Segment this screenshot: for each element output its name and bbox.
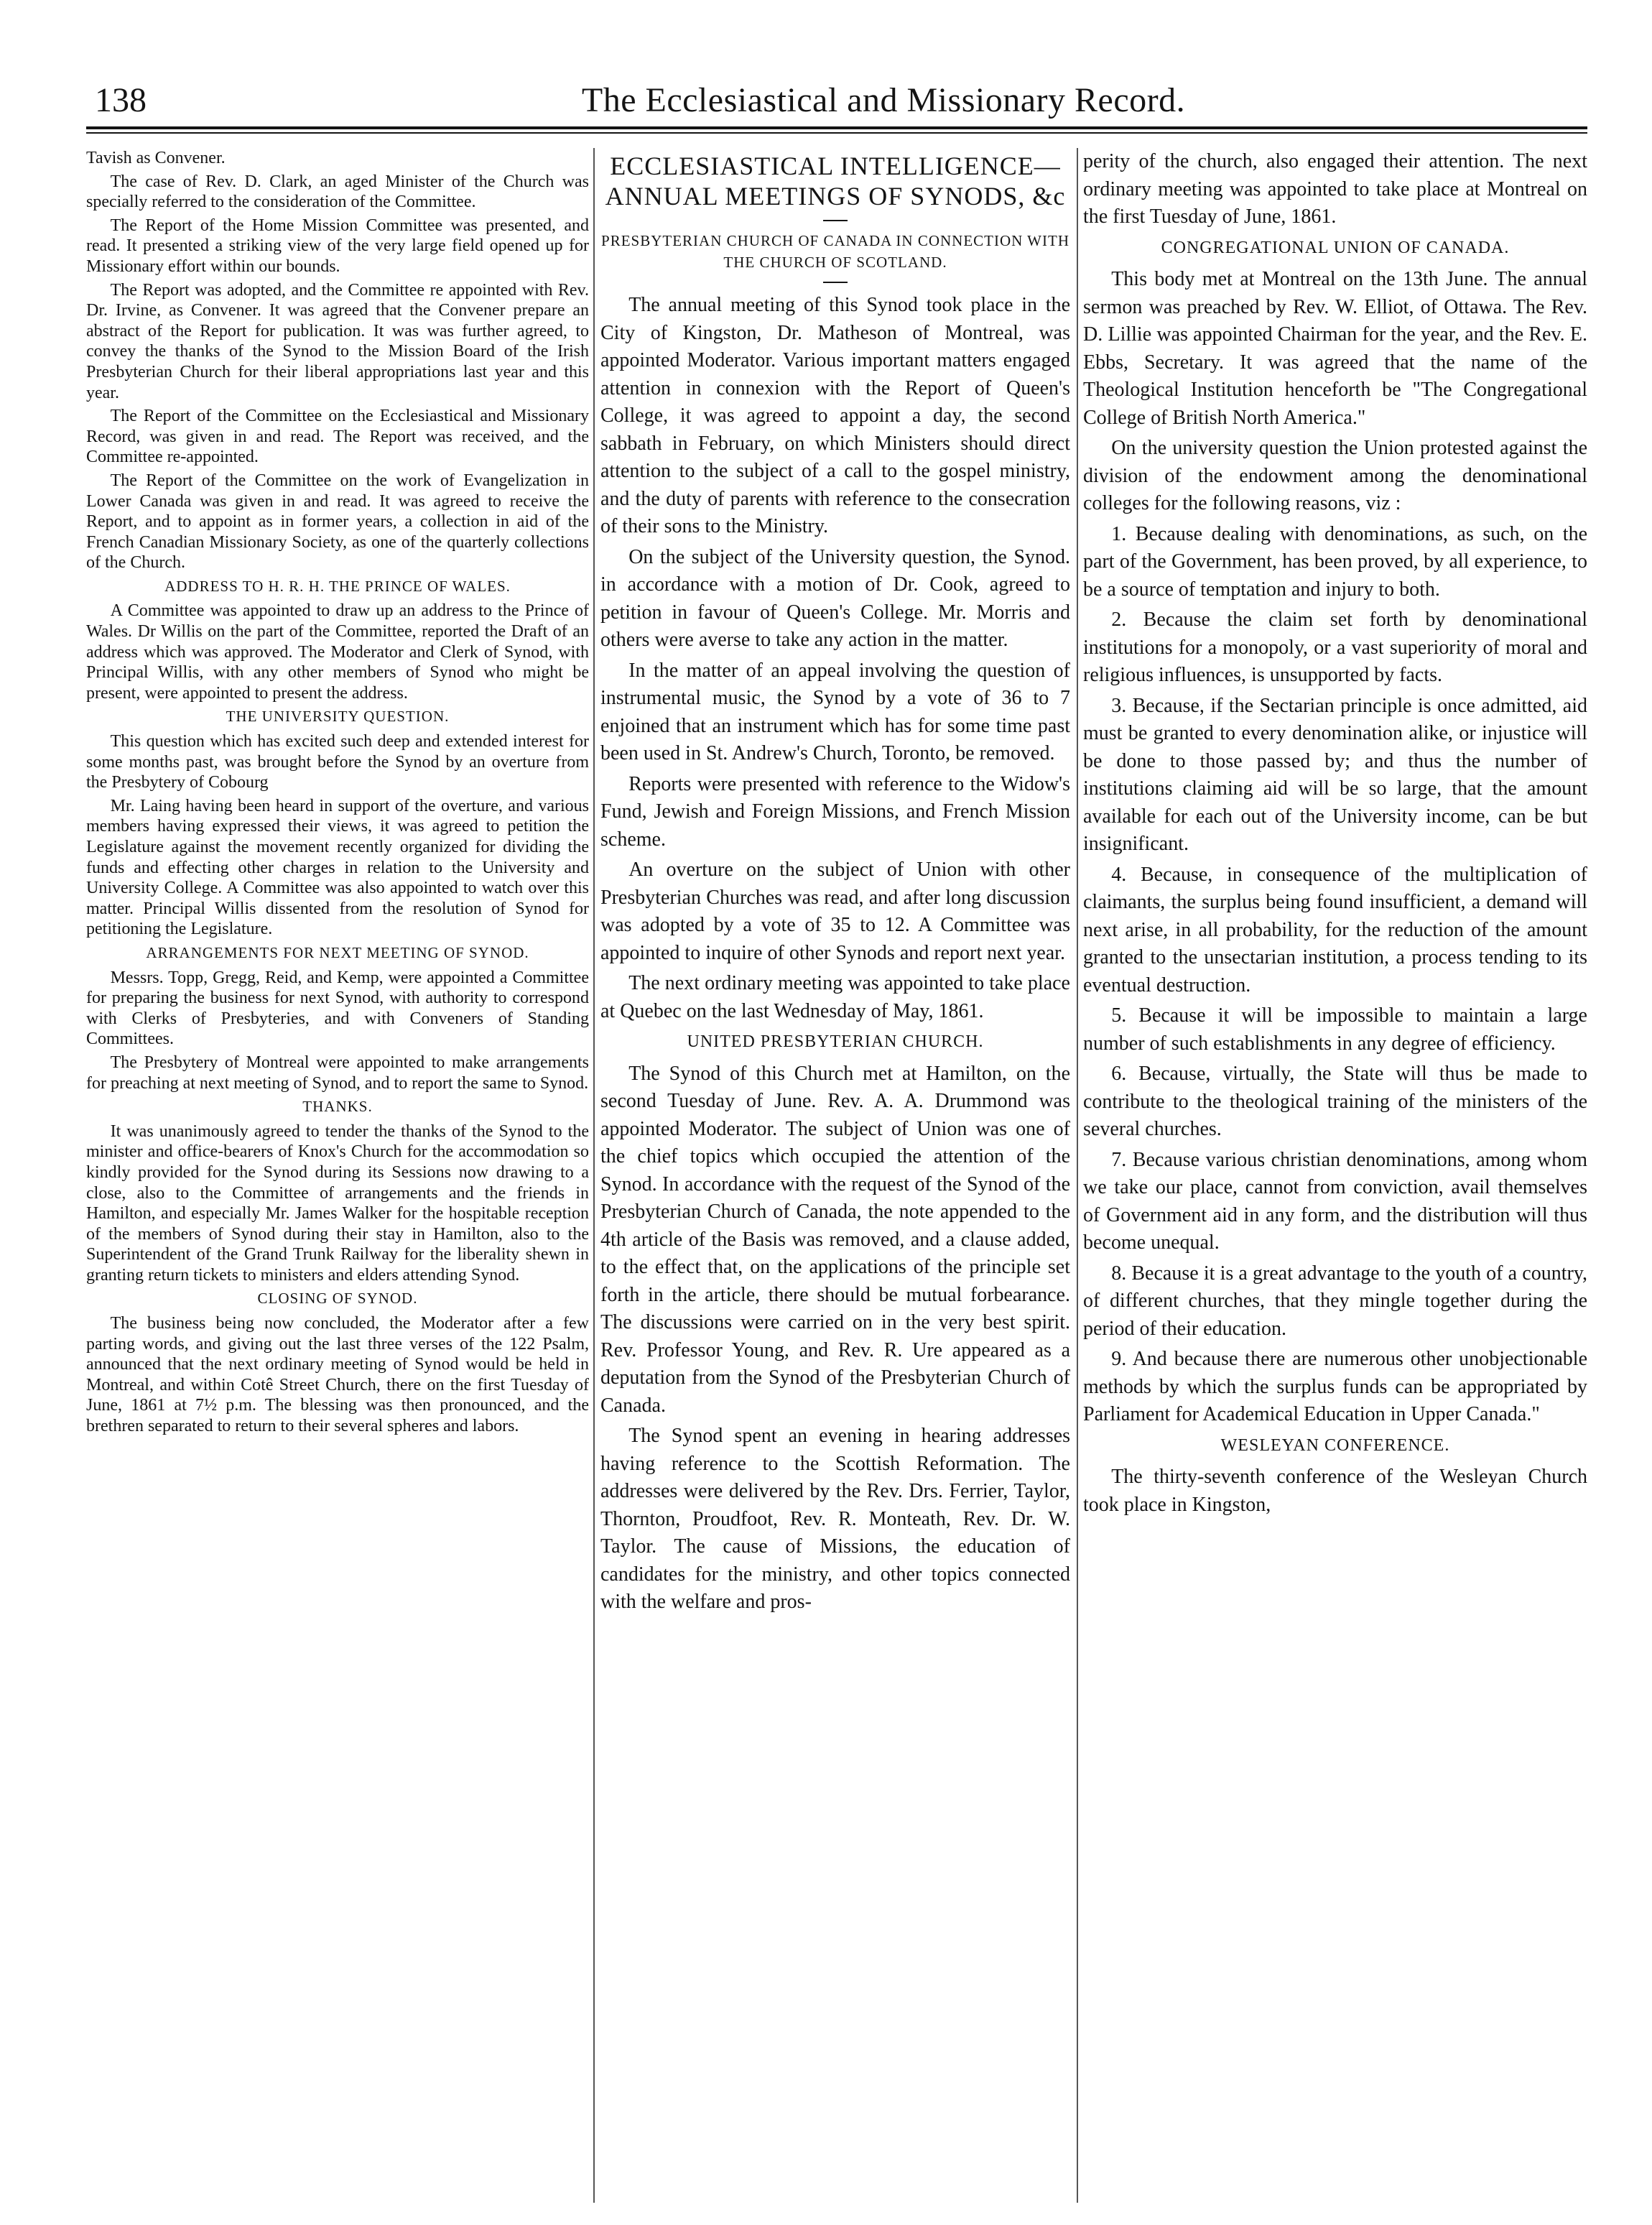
paragraph: Tavish as Convener. bbox=[86, 149, 226, 167]
paragraph: The annual meeting of this Synod took place in the City of Kingston, Dr. Matheson of Montreal, was appointed Moderator. Various important matters engaged attention in connexion with the Report of Queen's College, it was agreed to appoint a day, the second sabbath in February, on which Ministers should direct attention to the subject of a call to the gospel ministry, and the duty of parents with reference to the consecration of their sons to the Ministry. bbox=[600, 294, 1070, 537]
paragraph: The Report of the Committee on the Ecclesiastical and Missionary Record, was given in and read. The Report was received, and the Committee re-appointed. bbox=[86, 407, 589, 467]
paragraph: On the subject of the University question, the Synod. in accordance with a motion of Dr. Cook, agreed to petition in favour of Queen's College. Mr. Morris and others were averse to take any action in the matter. bbox=[600, 545, 1070, 651]
paragraph: A Committee was appointed to draw up an address to the Prince of Wales. Dr Willis on the part of the Committee, reported the Draft of an address which was approved. The Moderator and Clerk of Synod, with Principal Willis, with any other members of Synod who might be present, were appointed to present the address. bbox=[86, 601, 589, 703]
paragraph: 5. Because it will be impossible to maintain a large number of such establishments in any degree of efficiency. bbox=[1083, 1004, 1587, 1055]
heading-dash bbox=[823, 220, 848, 221]
paragraph: It was unanimously agreed to tender the thanks of the Synod to the minister and office-bearers of Knox's Church for the accommodation so kindly provided for the Synod during its Sessions now drawing to a close, also to the Committee of arrangements and the friends in Hamilton, and especially Mr. James Walker for the hospitable reception of the members of Synod during their stay in Hamilton, also to the Superintendent of the Grand Trunk Railway for the liberality shewn in granting return tickets to ministers and elders attending Synod. bbox=[86, 1121, 589, 1285]
running-title: The Ecclesiastical and Missionary Record. bbox=[581, 81, 1186, 119]
section-heading: CONGREGATIONAL UNION OF CANADA. bbox=[1161, 238, 1510, 257]
paragraph: Mr. Laing having been heard in support of the overture, and various members having expressed their views, it was agreed to petition the Legislature against the movement recently organized for dividing the funds and effecting other charges in relation to the University and University College. A Committee was also appointed to watch over this matter. Principal Willis dissented from the resolution of Synod for petitioning the Legislature. bbox=[86, 796, 589, 939]
paragraph: 3. Because, if the Sectarian principle is once admitted, aid must be granted to every denomination alike, or injustice will be done to those passed by; and thus the number of institutions claiming aid will be so large, that the amount available for each out of the University income, can be but insignificant. bbox=[1083, 694, 1587, 855]
paragraph: This body met at Montreal on the 13th June. The annual sermon was preached by Rev. W. Elliot, of Ottawa. The Rev. D. Lillie was appointed Chairman for the year, and the Rev. E. Ebbs, Secretary. It was agreed that the name of the Theological Institution henceforth be "The Congregational College of British North America." bbox=[1083, 268, 1587, 429]
section-heading: ADDRESS TO H. R. H. THE PRINCE OF WALES. bbox=[164, 577, 511, 595]
paragraph: The Presbytery of Montreal were appointed to make arrangements for preaching at next meeting of Synod, and to report the same to Synod. bbox=[86, 1053, 589, 1093]
heading-dash bbox=[823, 282, 848, 283]
column-middle bbox=[600, 148, 1070, 2203]
paragraph: 7. Because various christian denominations, among whom we take our place, cannot from conviction, avail themselves of Government aid in any form, and the distribution will thus become unequal. bbox=[1083, 1148, 1587, 1254]
paragraph: The Synod of this Church met at Hamilton, on the second Tuesday of June. Rev. A. A. Drummond was appointed Moderator. The subject of Union was one of the chief topics which occupied the attention of the Synod. In accordance with the request of the Synod of the Presbyterian Church of Canada, the note appended to the 4th article of the Basis was removed, and a clause added, to the effect that, on the applications of the principle set forth in the article, there should be mutual forbearance. The discussions were carried on in the very best spirit. Rev. Professor Young, and Rev. R. Ure appeared as a deputation from the Synod of the Presbyterian Church of Canada. bbox=[600, 1062, 1070, 1417]
paragraph: On the university question the Union protested against the division of the endowment among the denominational colleges for the following reasons, viz : bbox=[1083, 437, 1587, 514]
paragraph: The thirty-seventh conference of the Wesleyan Church took place in Kingston, bbox=[1083, 1466, 1587, 1516]
column-left bbox=[86, 148, 589, 2203]
paragraph: Reports were presented with reference to the Widow's Fund, Jewish and Foreign Missions, and French Mission scheme. bbox=[600, 772, 1070, 851]
paragraph: 9. And because there are numerous other unobjectionable methods by which the surplus funds can be appropriated by Parliament for Academical Education in Upper Canada." bbox=[1083, 1348, 1587, 1425]
section-heading: THE UNIVERSITY QUESTION. bbox=[226, 708, 450, 726]
paragraph: 8. Because it is a great advantage to the youth of a country, of different churches, that they mingle together during the period of their education. bbox=[1083, 1262, 1587, 1340]
header-rule bbox=[86, 126, 1587, 129]
paragraph: The Report was adopted, and the Committee re appointed with Rev. Dr. Irvine, as Convener. It was agreed that the Convener prepare an abstract of the Report for publication. It was was further agreed, to convey the thanks of the Synod to the Mission Board of the Irish Presbyterian Church for their liberal appropriations last year and this year. bbox=[86, 280, 589, 402]
page-number: 138 bbox=[95, 81, 147, 119]
paragraph: The Report of the Home Mission Committee was presented, and read. It presented a striking view of the very large field opened up for Missionary effort within our bounds. bbox=[86, 216, 589, 276]
column-divider bbox=[593, 148, 595, 2203]
section-heading: ARRANGEMENTS FOR NEXT MEETING OF SYNOD. bbox=[146, 943, 529, 961]
header-rule-thin bbox=[86, 132, 1587, 134]
article-heading: ECCLESIASTICAL INTELLIGENCE—ANNUAL MEETINGS OF SYNODS, &c bbox=[605, 152, 1066, 211]
column-right bbox=[1083, 148, 1587, 2203]
section-heading: THANKS. bbox=[302, 1098, 373, 1116]
section-heading: UNITED PRESBYTERIAN CHURCH. bbox=[687, 1032, 984, 1051]
paragraph: The business being now concluded, the Moderator after a few parting words, and giving out the last three verses of the 122 Psalm, announced that the next ordinary meeting of Synod would be held in Montreal, and within Cotê Street Church, there on the first Tuesday of June, 1861 at 7½ p.m. The blessing was then pronounced, and the brethren separated to return to their several spheres and labors. bbox=[86, 1314, 589, 1436]
paragraph: The next ordinary meeting was appointed to take place at Quebec on the last Wednesday of May, 1861. bbox=[600, 972, 1070, 1022]
paragraph: The case of Rev. D. Clark, an aged Minister of the Church was specially referred to the consideration of the Committee. bbox=[86, 172, 589, 212]
paragraph: perity of the church, also engaged their attention. The next ordinary meeting was appointed to take place at Montreal on the first Tuesday of June, 1861. bbox=[1083, 150, 1587, 228]
paragraph: The Report of the Committee on the work of Evangelization in Lower Canada was given in and read. It was agreed to receive the Report, and to appoint as in former years, a collection in aid of the French Canadian Missionary Society, as one of the quarterly collections of the Church. bbox=[86, 471, 589, 573]
paragraph: 4. Because, in consequence of the multiplication of claimants, the surplus being found insufficient, a demand will next arise, in all probability, for the reduction of the amount granted to the unsectarian institution, a process tending to its eventual destruction. bbox=[1083, 863, 1587, 996]
paragraph: 6. Because, virtually, the State will thus be made to contribute to the theological training of the ministers of the several churches. bbox=[1083, 1063, 1587, 1140]
paragraph: Messrs. Topp, Gregg, Reid, and Kemp, were appointed a Committee for preparing the business for next Synod, with authority to correspond with Clerks of Presbyteries, and with Conveners of Standing Committees. bbox=[86, 968, 589, 1049]
paragraph: This question which has excited such deep and extended interest for some months past, was brought before the Synod by an overture from the Presbytery of Cobourg bbox=[86, 732, 589, 792]
paragraph: An overture on the subject of Union with other Presbyterian Churches was read, and after long discussion was adopted by a vote of 35 to 12. A Committee was appointed to inquire of other Synods and report next year. bbox=[600, 859, 1070, 964]
paragraph: 2. Because the claim set forth by denominational institutions for a monopoly, or a vast superiority of moral and religious influences, is unsupported by facts. bbox=[1083, 609, 1587, 686]
column-divider bbox=[1077, 148, 1078, 2203]
paragraph: 1. Because dealing with denominations, as such, on the part of the Government, has been proved, by all experience, to be a source of temptation and injury to both. bbox=[1083, 522, 1587, 601]
paragraph: In the matter of an appeal involving the question of instrumental music, the Synod by a vote of 36 to 7 enjoined that an instrument which has for some time past been used in St. Andrew's Church, Toronto, be removed. bbox=[600, 659, 1070, 764]
section-heading: WESLEYAN CONFERENCE. bbox=[1220, 1435, 1450, 1455]
paragraph: The Synod spent an evening in hearing addresses having reference to the Scottish Reformation. The addresses were delivered by the Rev. Drs. Ferrier, Taylor, Thornton, Proudfoot, Rev. R. Monteath, Rev. Dr. W. Taylor. The cause of Missions, the education of candidates for the ministry, and other topics connected with the welfare and pros- bbox=[600, 1425, 1070, 1613]
section-heading: CLOSING OF SYNOD. bbox=[257, 1290, 418, 1308]
article-subheading: PRESBYTERIAN CHURCH OF CANADA IN CONNECTION WITH THE CHURCH OF SCOTLAND. bbox=[601, 232, 1069, 271]
